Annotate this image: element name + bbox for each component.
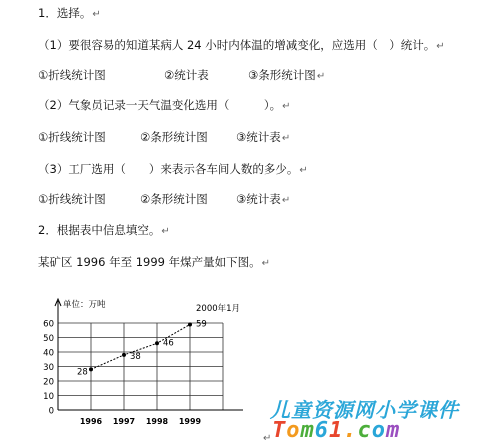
question-2: （2）气象员记录一天气温变化选用（ ）。↵ — [38, 98, 291, 112]
watermark-url-char: c — [357, 418, 372, 443]
q1-option-a: ①折线统计图 — [38, 68, 106, 82]
q3-option-b: ②条形统计图 — [140, 192, 208, 206]
y-tick-label: 40 — [43, 348, 54, 359]
watermark-url-char: m — [386, 418, 401, 443]
question-3: （3）工厂选用（ ）来表示各车间人数的多少。↵ — [38, 162, 308, 176]
watermark-title: 儿童资源网小学课件 — [270, 398, 459, 422]
q2-option-c: ③统计表↵ — [236, 130, 291, 144]
watermark-url-char: o — [371, 418, 386, 443]
q2-option-b: ②条形统计图 — [140, 130, 208, 144]
y-tick-label: 10 — [43, 392, 54, 402]
q2-option-a: ①折线统计图 — [38, 130, 106, 144]
data-label: 46 — [163, 338, 174, 349]
data-label: 28 — [77, 367, 88, 378]
x-tick-label: 1998 — [145, 417, 169, 426]
watermark-url-char: o — [286, 418, 301, 443]
watermark-logo — [260, 394, 487, 446]
data-label: 59 — [196, 319, 207, 330]
x-tick-label: 1996 — [79, 417, 103, 426]
watermark-url-char: 1 — [329, 418, 344, 443]
data-point — [155, 341, 159, 345]
watermark-url-char: T — [272, 418, 287, 443]
x-tick-label: 1997 — [112, 417, 136, 426]
watermark-url-char: m — [300, 418, 315, 443]
watermark-url-char: . — [343, 418, 358, 443]
y-tick-label: 30 — [43, 363, 54, 373]
q3-option-c: ③统计表↵ — [236, 192, 291, 206]
y-tick-label: 60 — [43, 319, 54, 330]
section2-intro: 某矿区 1996 年至 1999 年煤产量如下图。↵ — [38, 255, 271, 269]
y-tick-label: 0 — [48, 406, 54, 417]
y-tick-label: 20 — [43, 377, 54, 388]
data-point — [89, 367, 93, 371]
q3-option-a: ①折线统计图 — [38, 192, 106, 206]
watermark-url — [272, 418, 400, 443]
chart-paragraph-mark: ↵ — [263, 433, 272, 444]
watermark-url-char: 6 — [314, 418, 329, 443]
section2-title: 2．根据表中信息填空。↵ — [38, 223, 170, 237]
data-point — [122, 353, 126, 357]
series-line — [91, 324, 190, 369]
data-point — [188, 322, 192, 326]
section1-title: 1．选择。↵ — [38, 6, 101, 20]
chart-annotation: 2000年1月 — [196, 304, 241, 314]
y-axis-unit-label: 单位：万吨 — [63, 300, 106, 310]
data-label: 38 — [130, 351, 141, 362]
q1-option-b: ②统计表 — [164, 68, 209, 82]
q1-option-c: ③条形统计图↵ — [248, 68, 326, 82]
x-tick-label: 1999 — [178, 417, 202, 426]
coal-production-line-chart — [36, 284, 276, 442]
question-1: （1）要很容易的知道某病人 24 小时内体温的增减变化，应选用（ ）统计。↵ — [38, 38, 445, 52]
y-tick-label: 50 — [43, 334, 54, 344]
